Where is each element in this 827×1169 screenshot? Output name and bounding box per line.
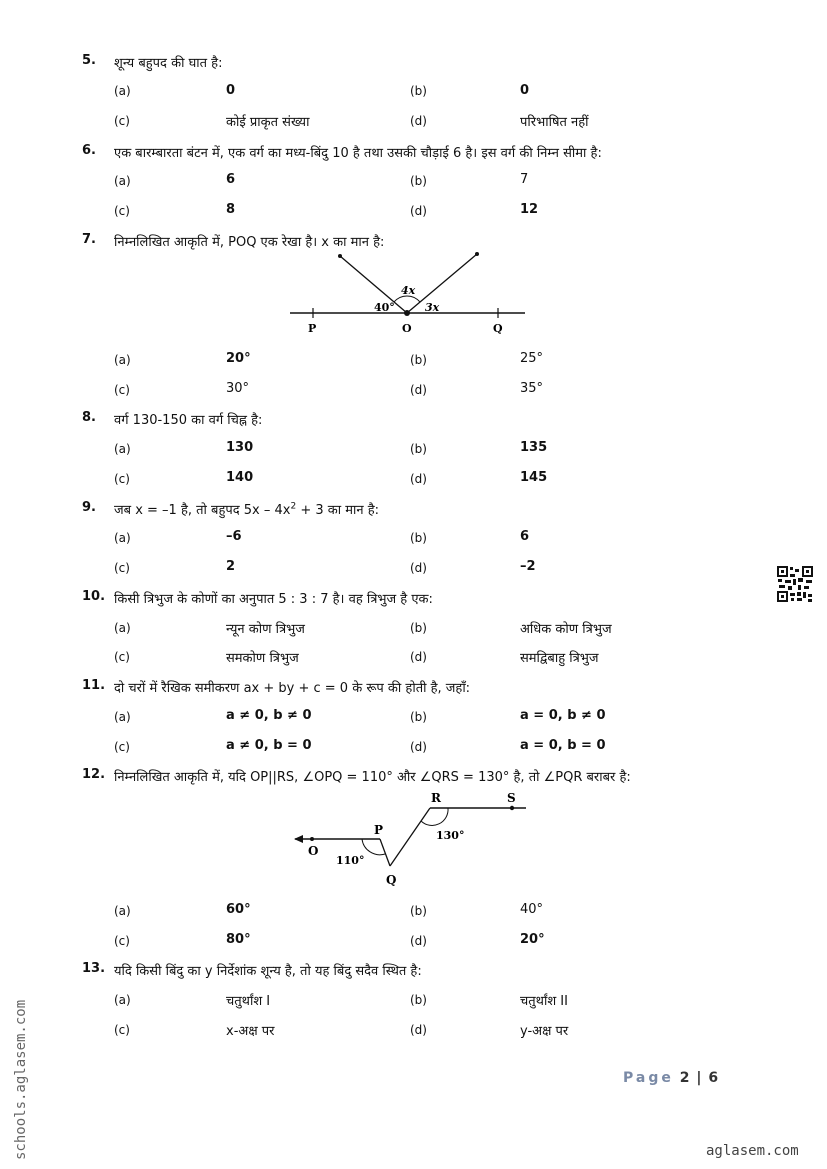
point-label: Q [493,322,503,335]
option-label: (c) [114,383,130,397]
option-label: (b) [410,531,427,545]
option-value: a = 0, b ≠ 0 [520,708,606,723]
option-label: (d) [410,383,427,397]
option-label: (a) [114,621,131,635]
point-label: P [308,322,317,335]
option-value: 130 [226,440,254,455]
option-label: (c) [114,204,130,218]
option-label: (c) [114,114,130,128]
qr-code-icon [776,565,814,603]
option-label: (d) [410,1023,427,1037]
option-value: 0 [520,83,530,98]
question-text: वर्ग 130-150 का वर्ग चिह्न है: [114,413,263,428]
option-value: 60° [226,902,251,917]
option-label: (d) [410,561,427,575]
point-label: O [308,844,319,858]
question-text: यदि किसी बिंदु का y निर्देशांक शून्य है, तो यह बिंदु सदैव स्थित है: [114,964,422,979]
angle-label: 110° [336,854,365,867]
option-label: (b) [410,621,427,635]
point-label: S [507,791,516,805]
option-value: समद्विबाहु त्रिभुज [520,651,599,666]
option-value: न्यून कोण त्रिभुज [226,622,305,637]
option-value: x-अक्ष पर [226,1024,275,1039]
question-text: दो चरों में रैखिक समीकरण ax + by + c = 0 के रूप की होती है, जहाँ: [114,681,471,696]
option-label: (a) [114,174,131,188]
page-indicator [623,1070,719,1086]
option-value: a = 0, b = 0 [520,738,606,753]
option-label: (a) [114,904,131,918]
option-value: 6 [520,529,530,544]
option-value: 2 [226,559,236,574]
question-number: 10. [82,589,106,604]
side-watermark: schools.aglasem.com [13,999,29,1160]
segment-qr [390,808,430,866]
question-number: 8. [82,410,96,425]
page-separator: | [696,1070,703,1086]
question-number: 13. [82,961,106,976]
angle-label: 4x [401,284,416,297]
option-label: (b) [410,174,427,188]
option-label: (c) [114,472,130,486]
option-value: 12 [520,202,539,217]
option-label: (b) [410,442,427,456]
option-value: 8 [226,202,236,217]
question-number: 9. [82,500,96,515]
point-label: R [431,791,441,805]
option-label: (c) [114,650,130,664]
ray-right [407,254,477,313]
point-label: P [374,823,384,837]
angle-label: 40° [374,301,395,314]
option-label: (b) [410,84,427,98]
figure-parallel-lines [290,788,535,888]
option-label: (a) [114,993,131,1007]
option-label: (a) [114,442,131,456]
option-label: (d) [410,472,427,486]
option-label: (a) [114,531,131,545]
question-text: निम्नलिखित आकृति में, यदि OP||RS, ∠OPQ = 110° और ∠QRS = 130° है, तो ∠PQR बराबर है: [114,770,631,785]
segment-pq [380,839,390,866]
angle-label: 130° [436,829,465,842]
angle-label: 3x [425,301,440,314]
option-value: 7 [520,172,529,187]
option-value: –6 [226,529,242,544]
option-value: 80° [226,932,251,947]
option-label: (d) [410,650,427,664]
option-label: (b) [410,993,427,1007]
option-label: (c) [114,740,130,754]
option-label: (d) [410,934,427,948]
question-number: 5. [82,53,96,68]
option-value: 30° [226,381,250,396]
option-value: परिभाषित नहीं [520,115,589,130]
question-text: एक बारम्बारता बंटन में, एक वर्ग का मध्य-बिंदु 10 है तथा उसकी चौड़ाई 6 है। इस वर्ग की निम्न सीमा है: [114,146,602,161]
question-number: 7. [82,232,96,247]
option-label: (c) [114,1023,130,1037]
option-label: (a) [114,353,131,367]
option-label: (b) [410,710,427,724]
option-value: चतुर्थांश II [520,994,568,1009]
corner-watermark: aglasem.com [706,1143,799,1159]
point-label: Q [386,873,397,887]
question-text: शून्य बहुपद की घात है: [114,56,223,71]
option-label: (d) [410,740,427,754]
option-value: समकोण त्रिभुज [226,651,299,666]
option-value: –2 [520,559,536,574]
option-value: 140 [226,470,254,485]
option-value: कोई प्राकृत संख्या [226,115,310,130]
option-value: a ≠ 0, b = 0 [226,738,312,753]
option-value: 25° [520,351,544,366]
question-text: निम्नलिखित आकृति में, POQ एक रेखा है। x का मान है: [114,235,385,250]
option-value: अधिक कोण त्रिभुज [520,622,612,637]
point-label: O [402,322,412,335]
option-value: 35° [520,381,544,396]
question-number: 12. [82,767,106,782]
option-label: (b) [410,904,427,918]
option-label: (c) [114,934,130,948]
option-label: (a) [114,710,131,724]
option-value: 20° [226,351,251,366]
option-value: 145 [520,470,548,485]
option-label: (d) [410,114,427,128]
option-value: y-अक्ष पर [520,1024,569,1039]
question-number: 6. [82,143,96,158]
option-label: (a) [114,84,131,98]
option-label: (d) [410,204,427,218]
option-value: a ≠ 0, b ≠ 0 [226,708,312,723]
question-text: जब x = –1 है, तो बहुपद $5x - 4x^2 + 3$ का मान है: [114,501,380,518]
option-value: 6 [226,172,236,187]
page-word: Page [623,1070,674,1086]
figure-line-poq [285,250,530,340]
question-text: किसी त्रिभुज के कोणों का अनुपात 5 : 3 : 7 है। वह त्रिभुज है एक: [114,592,433,607]
option-value: 20° [520,932,545,947]
option-value: चतुर्थांश I [226,994,271,1009]
option-label: (b) [410,353,427,367]
option-label: (c) [114,561,130,575]
question-number: 11. [82,678,106,693]
option-value: 135 [520,440,548,455]
page-current: 2 [679,1070,691,1086]
option-value: 0 [226,83,236,98]
page-total: 6 [708,1070,720,1086]
option-value: 40° [520,902,544,917]
